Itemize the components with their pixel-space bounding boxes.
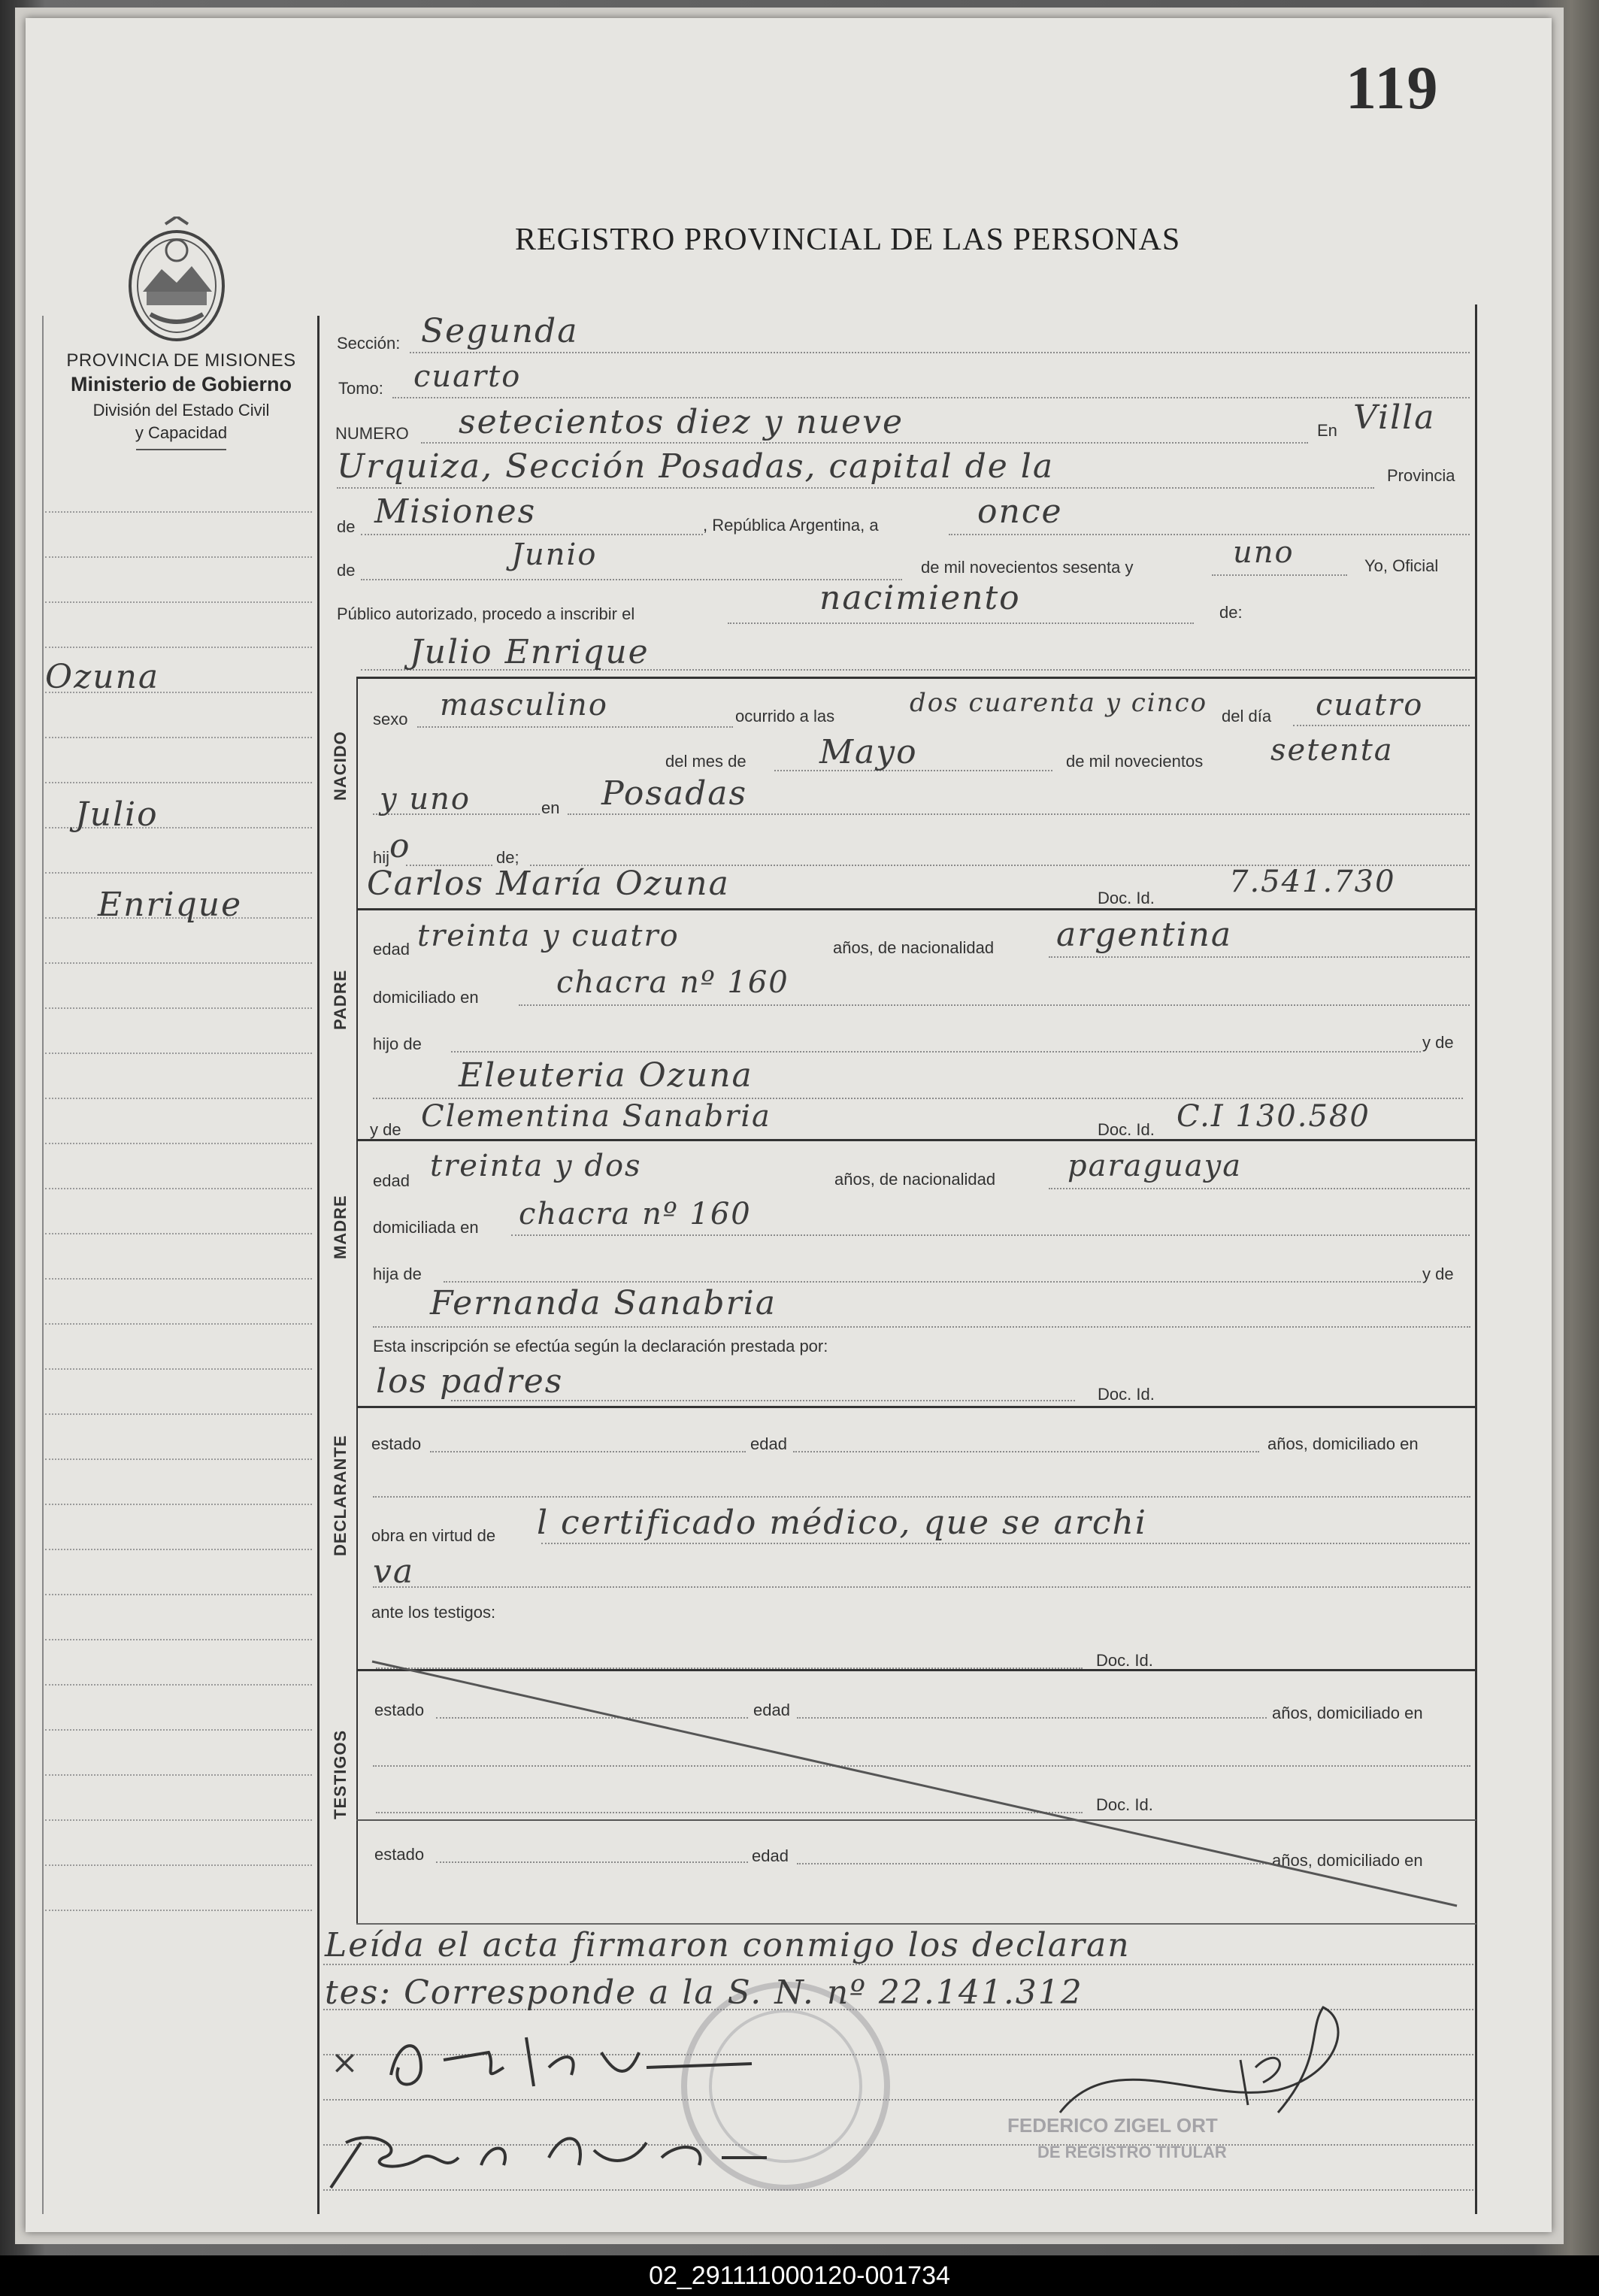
padre-nac-line — [1049, 956, 1470, 958]
provincia-line — [361, 534, 703, 535]
margin-line — [45, 1098, 312, 1099]
margin-line — [45, 556, 312, 558]
margin-line — [45, 1368, 312, 1370]
margin-line — [45, 1188, 312, 1189]
section-divider-nacido — [356, 677, 1476, 679]
hw-ano-nac-1: setenta — [1270, 733, 1394, 768]
hw-abuela-paterna: Eleuteria Ozuna — [459, 1056, 753, 1095]
republica-label: , República Argentina, a — [703, 516, 879, 535]
fecha-line — [949, 534, 1470, 535]
padre-y-de-label: y de — [1422, 1033, 1454, 1052]
hw-madre-dom: chacra nº 160 — [519, 1197, 752, 1231]
seccion-line — [410, 352, 1470, 353]
de-mil-nov-label: de mil novecientos — [1066, 752, 1204, 771]
folio-number: 119 — [1346, 53, 1440, 122]
signature-padre — [376, 2022, 767, 2105]
hw-sexo: masculino — [440, 688, 608, 722]
de-mil-label: de mil novecientos sesenta y — [921, 558, 1134, 577]
obra-line-2 — [373, 1586, 1470, 1588]
hw-madre: Clementina Sanabria — [421, 1099, 771, 1134]
margin-line — [45, 1910, 312, 1911]
section-divider-padre — [356, 908, 1476, 910]
de-label: de — [337, 517, 356, 536]
signature-madre — [316, 2113, 797, 2203]
hw-nombre: Julio Enrique — [410, 633, 650, 671]
testigos-bottom — [356, 1923, 1476, 1925]
madre-nac-label: años, de nacionalidad — [834, 1170, 996, 1189]
madre-doc-label: Doc. Id. — [1098, 1120, 1155, 1139]
testigo2-dom-label: años, domiciliado en — [1272, 1851, 1423, 1870]
hw-madre-doc: C.I 130.580 — [1177, 1099, 1370, 1134]
madre-section-label: MADRE — [331, 1195, 350, 1259]
header-rule — [136, 449, 226, 450]
division-line-2: y Capacidad — [135, 423, 228, 442]
testigos-section-label: TESTIGOS — [331, 1729, 350, 1819]
hw-declarante: los padres — [376, 1362, 564, 1401]
padre-abuelo-line — [451, 1051, 1421, 1053]
acto-line — [728, 622, 1194, 624]
province-seal-icon — [120, 217, 233, 344]
sexo-line — [417, 726, 733, 728]
numero-line — [421, 442, 1308, 444]
sexo-label: sexo — [373, 710, 408, 728]
obra-label: obra en virtud de — [371, 1526, 496, 1545]
margin-line — [45, 962, 312, 964]
hw-padre-nac: argentina — [1056, 916, 1233, 954]
seccion-label: Sección: — [337, 334, 401, 353]
margin-line — [45, 1594, 312, 1595]
padre-dom-label: domiciliado en — [373, 988, 479, 1007]
image-caption: 02_291111000120-001734 — [0, 2255, 1599, 2296]
hw-dia-nac: cuatro — [1316, 688, 1424, 722]
hw-ano: uno — [1233, 535, 1295, 570]
hw-en-2: Urquiza, Sección Posadas, capital de la — [337, 447, 1055, 486]
en-label: En — [1317, 421, 1337, 440]
madre-abuela-line — [373, 1326, 1470, 1328]
margin-line — [45, 1278, 312, 1280]
ministry-name: Ministerio de Gobierno — [70, 373, 292, 395]
lugar-line — [337, 487, 1374, 489]
hw-lugar: Posadas — [601, 774, 748, 813]
testigo1-estado-label: estado — [374, 1701, 425, 1719]
hw-cierre-1: Leída el acta firmaron conmigo los declaran — [325, 1926, 1131, 1964]
inscripcion-label: Esta inscripción se efectúa según la declaración prestada por: — [373, 1337, 828, 1355]
numero-label: NUMERO — [335, 424, 409, 443]
hw-dia: once — [977, 492, 1063, 531]
institution-header — [42, 350, 320, 450]
tomo-label: Tomo: — [338, 379, 383, 398]
signature-mark-x: × — [331, 2043, 360, 2082]
right-frame-line — [1475, 304, 1477, 2214]
de-acto-label: de: — [1219, 603, 1243, 622]
del-dia-label: del día — [1222, 707, 1272, 725]
hw-madre-nac: paraguaya — [1068, 1149, 1243, 1183]
hw-mes: Junio — [511, 538, 598, 572]
section-column-line — [356, 677, 358, 1925]
del-mes-label: del mes de — [665, 752, 747, 771]
de-mes-label: de — [337, 561, 356, 580]
margin-line — [45, 1504, 312, 1505]
madre-dom-label: domiciliada en — [373, 1218, 479, 1237]
stamp-line-2: DE REGISTRO TITULAR — [1037, 2143, 1227, 2161]
margin-left-line — [42, 316, 44, 2214]
margin-line — [45, 511, 312, 513]
nacido-section-label: NACIDO — [331, 731, 350, 801]
hw-margin-middlename: Enrique — [98, 886, 243, 924]
hw-hora: dos cuarenta y cinco — [910, 688, 1208, 718]
margin-line — [45, 601, 312, 603]
hw-cierre-2: tes: Corresponde a la S. N. nº 22.141.312 — [325, 1973, 1083, 2012]
testigo2-estado-label: estado — [374, 1845, 425, 1864]
margin-column-line — [317, 316, 319, 2214]
provincia-label: Provincia — [1387, 466, 1455, 485]
hw-padre-edad: treinta y cuatro — [417, 919, 680, 953]
margin-line — [45, 782, 312, 783]
tomo-line — [392, 397, 1470, 398]
madre-nac-line — [1049, 1188, 1470, 1189]
madre-hija-label: hija de — [373, 1265, 422, 1283]
madre-dom-line — [511, 1234, 1470, 1236]
margin-line — [45, 737, 312, 738]
margin-line — [45, 1323, 312, 1325]
hw-padre-dom: chacra nº 160 — [556, 965, 789, 1000]
margin-line — [45, 1007, 312, 1009]
yo-oficial-label: Yo, Oficial — [1364, 556, 1439, 575]
en-nac-label: en — [541, 798, 560, 817]
hw-mes-nac: Mayo — [819, 733, 918, 771]
hw-obra-1: l certificado médico, que se archi — [537, 1504, 1147, 1542]
obra-line — [541, 1543, 1470, 1544]
hw-hijo-letra: o — [389, 827, 411, 865]
ocurrido-label: ocurrido a las — [735, 707, 835, 725]
margin-line — [45, 1458, 312, 1460]
margin-line — [45, 647, 312, 648]
margin-line — [45, 1684, 312, 1686]
madre-y-de-label: y de — [370, 1120, 401, 1139]
dia-line — [1293, 725, 1470, 726]
hw-en-1: Villa — [1353, 398, 1436, 437]
declarante-doc-label: Doc. Id. — [1098, 1385, 1155, 1404]
padre-edad-label: edad — [373, 940, 410, 959]
de-padres-label: de; — [496, 848, 519, 867]
hw-abuela-materna: Fernanda Sanabria — [430, 1284, 777, 1322]
lugar-nac-line — [568, 813, 1470, 815]
hw-ano-nac-2: y uno — [380, 782, 471, 816]
padre-nac-label: años, de nacionalidad — [833, 938, 995, 957]
testigos-intro-label: ante los testigos: — [371, 1603, 496, 1622]
ano-line — [1212, 574, 1347, 576]
cancel-line — [368, 1654, 1466, 1910]
hw-padre: Carlos María Ozuna — [367, 865, 730, 903]
margin-line — [45, 1053, 312, 1054]
declarante-estado-line — [430, 1451, 746, 1452]
stamp-line-1: FEDERICO ZIGEL ORT — [1007, 2114, 1218, 2137]
margin-line — [45, 1729, 312, 1731]
margin-line — [45, 1549, 312, 1550]
hw-madre-edad: treinta y dos — [430, 1149, 642, 1183]
page-title: REGISTRO PROVINCIAL DE LAS PERSONAS — [515, 223, 1181, 257]
margin-line — [45, 1774, 312, 1776]
testigo1-dom-label: años, domiciliado en — [1272, 1704, 1423, 1722]
section-divider-madre — [356, 1139, 1476, 1141]
margin-line — [45, 1413, 312, 1415]
madre-abuelo-line — [444, 1281, 1421, 1283]
declarante-edad-label: edad — [750, 1434, 787, 1453]
hw-margin-surname: Ozuna — [45, 658, 160, 696]
hw-tomo: cuarto — [413, 359, 522, 394]
hw-provincia: Misiones — [374, 492, 537, 531]
province-name: PROVINCIA DE MISIONES — [66, 350, 296, 371]
declarante-dom-label: años, domiciliado en — [1267, 1434, 1419, 1453]
hw-margin-firstname: Julio — [75, 795, 159, 834]
madre-edad-label: edad — [373, 1171, 410, 1190]
section-divider-declarante — [356, 1406, 1476, 1408]
testigo2-edad-label: edad — [752, 1846, 789, 1865]
hw-obra-2: va — [373, 1552, 415, 1591]
hw-seccion: Segunda — [421, 312, 579, 350]
padre-section-label: PADRE — [331, 969, 350, 1030]
padre-hijo-label: hijo de — [373, 1034, 422, 1053]
hw-numero: setecientos diez y nueve — [459, 403, 904, 441]
margin-line — [45, 872, 312, 874]
madre-y-de-abuela-label: y de — [1422, 1265, 1454, 1283]
margin-line — [45, 1639, 312, 1640]
margin-line — [45, 1143, 312, 1144]
declarante-estado-label: estado — [371, 1434, 422, 1453]
padre-doc-label: Doc. Id. — [1098, 889, 1155, 907]
padre-dom-line — [519, 1004, 1470, 1006]
declarante-edad-line — [793, 1451, 1259, 1452]
signature-oficial — [1052, 2000, 1368, 2150]
declarante-dom-line — [373, 1496, 1470, 1498]
margin-line — [45, 1233, 312, 1234]
division-line-1: División del Estado Civil — [92, 401, 270, 420]
publico-label: Público autorizado, procedo a inscribir el — [337, 604, 635, 623]
testigo2-doc-label: Doc. Id. — [1096, 1795, 1153, 1814]
testigo1-doc-label: Doc. Id. — [1096, 1651, 1153, 1670]
declarante-section-label: DECLARANTE — [331, 1434, 350, 1556]
hw-acto: nacimiento — [819, 579, 1021, 617]
margin-line — [45, 1864, 312, 1866]
hw-padre-doc: 7.541.730 — [1229, 865, 1396, 899]
testigo1-edad-label: edad — [753, 1701, 790, 1719]
hijo-label: hij — [373, 848, 390, 867]
margin-line — [45, 1819, 312, 1821]
